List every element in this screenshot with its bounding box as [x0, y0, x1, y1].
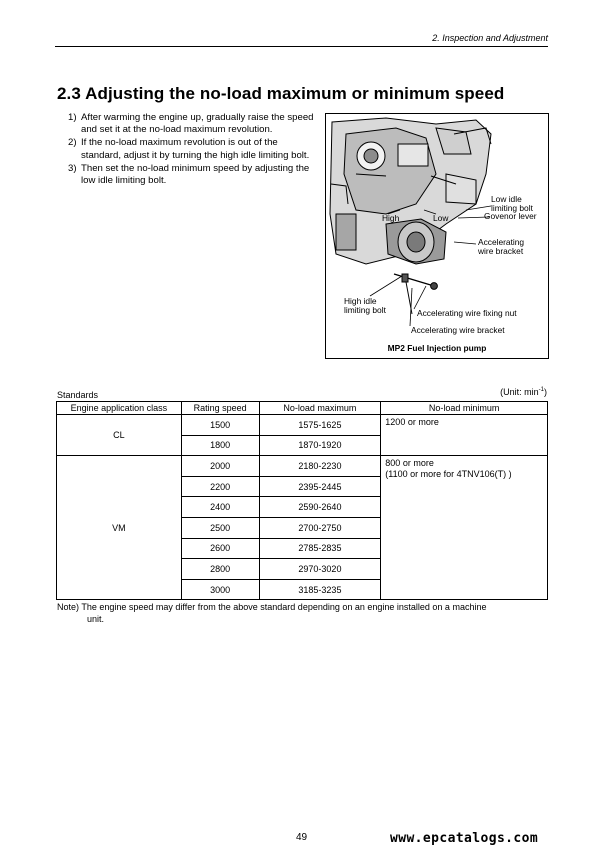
page-title: 2.3 Adjusting the no-load maximum or minimum speed — [57, 84, 505, 103]
rating-cell: 2800 — [181, 559, 259, 580]
step-text: If the no-load maximum revolution is out of the standard, adjust it by turning the high idle limiting bolt. — [81, 137, 310, 161]
min-cell-cl: 1200 or more — [381, 415, 548, 456]
high-idle-label — [344, 297, 386, 315]
low-idle-label-line1: Low idle — [491, 194, 522, 204]
procedure-steps — [68, 112, 318, 188]
low-direction-label: Low — [433, 213, 449, 223]
step-number: 2) — [68, 137, 77, 149]
rating-cell: 2400 — [181, 497, 259, 518]
header-no-load-max: No-load maximum — [259, 402, 381, 415]
page-number: 49 — [296, 832, 308, 843]
table-note — [57, 602, 547, 625]
engine-photo-illustration — [326, 114, 548, 358]
low-idle-label-line2: limiting bolt — [491, 203, 533, 214]
unit-prefix: (Unit: min — [500, 387, 539, 397]
max-cell: 3185-3235 — [259, 579, 381, 600]
class-cell-vm: VM — [57, 456, 182, 600]
header-no-load-min: No-load minimum — [381, 402, 548, 415]
header-application-class: Engine application class — [57, 402, 182, 415]
accelerating-bracket-line2: wire bracket — [478, 246, 524, 257]
step-2 — [68, 137, 318, 161]
header-rating-speed: Rating speed — [181, 402, 259, 415]
note-line2: unit. — [87, 613, 105, 624]
section-header: 2. Inspection and Adjustment — [432, 33, 548, 43]
table-header-row — [57, 402, 548, 415]
rating-cell: 2500 — [181, 517, 259, 538]
high-idle-label-line2: limiting bolt — [344, 305, 386, 316]
table-row — [57, 456, 548, 477]
watermark: www.epcatalogs.com — [390, 831, 539, 846]
step-3 — [68, 163, 318, 187]
max-cell: 2970-3020 — [259, 559, 381, 580]
unit-suffix: ) — [544, 387, 547, 397]
standards-table — [56, 401, 548, 600]
step-1 — [68, 112, 318, 136]
max-cell: 2395-2445 — [259, 476, 381, 497]
accelerating-nut-label: Accelerating wire fixing nut — [417, 308, 517, 318]
rating-cell: 1500 — [181, 415, 259, 436]
rating-cell: 2600 — [181, 538, 259, 559]
step-text: After warming the engine up, gradually raise the speed and set it at the no-load maximum revolution. — [81, 112, 314, 136]
header-rule — [55, 46, 548, 47]
high-direction-label: High — [382, 213, 400, 223]
max-cell: 2785-2835 — [259, 538, 381, 559]
min-vm-line1: 800 or more — [385, 458, 434, 469]
max-cell: 1575-1625 — [259, 415, 381, 436]
note-line1: Note) The engine speed may differ from the above standard depending on an engine installed on a machine — [57, 602, 487, 612]
unit-superscript: -1 — [538, 387, 544, 393]
rating-cell: 3000 — [181, 579, 259, 600]
max-cell: 2700-2750 — [259, 517, 381, 538]
step-text: Then set the no-load minimum speed by adjusting the low idle limiting bolt. — [81, 162, 310, 187]
accelerating-bracket2-label: Accelerating wire bracket — [411, 325, 505, 335]
max-cell: 2590-2640 — [259, 497, 381, 518]
unit-label — [500, 387, 547, 397]
max-cell: 1870-1920 — [259, 435, 381, 456]
rating-cell: 2000 — [181, 456, 259, 477]
max-cell: 2180-2230 — [259, 456, 381, 477]
step-number: 1) — [68, 112, 77, 123]
min-cell-vm — [381, 456, 548, 600]
figure-caption: MP2 Fuel Injection pump — [387, 343, 487, 353]
step-number: 3) — [68, 162, 77, 174]
accelerating-bracket-label — [478, 238, 524, 256]
fuel-pump-figure — [325, 113, 549, 359]
table-row — [57, 415, 548, 436]
standards-label: Standards — [57, 390, 99, 400]
class-cell-cl: CL — [57, 415, 182, 456]
rating-cell: 2200 — [181, 476, 259, 497]
rating-cell: 1800 — [181, 435, 259, 456]
governor-lever-label: Govenor lever — [484, 211, 537, 221]
min-vm-line2: (1100 or more for 4TNV106(T) ) — [385, 468, 512, 479]
accelerating-bracket-line1: Accelerating — [478, 237, 525, 247]
high-idle-label-line1: High idle — [344, 296, 377, 306]
